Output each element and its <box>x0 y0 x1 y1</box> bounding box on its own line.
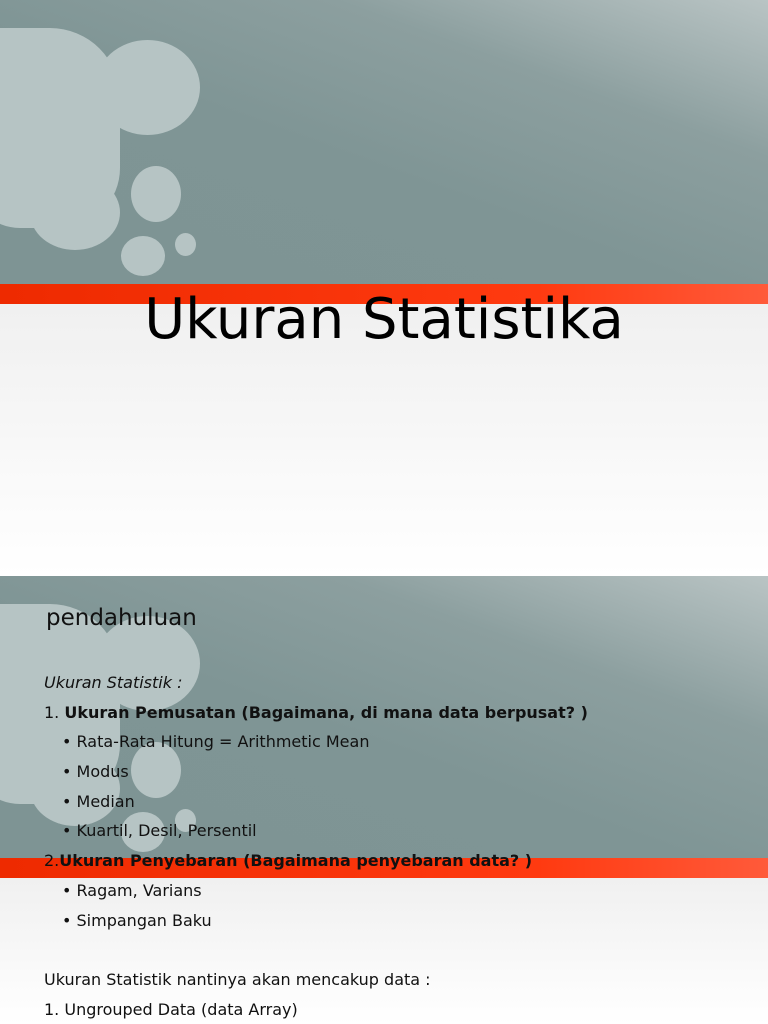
spacer <box>44 935 588 965</box>
section-1-label: Ukuran Pemusatan (Bagaimana, di mana data berpusat? ) <box>64 702 588 722</box>
list-item: • Median <box>62 791 135 811</box>
section-2-number: 2. <box>44 851 60 871</box>
list-item: • Modus <box>62 762 129 782</box>
intro-text: Ukuran Statistik : <box>44 673 183 692</box>
decorative-bubble <box>175 233 196 256</box>
decorative-bubble <box>121 236 165 276</box>
section-2-label: Ukuran Penyebaran (Bagaimana penyebaran data? ) <box>59 851 533 871</box>
section-1-number: 1. <box>44 702 65 722</box>
decorative-bubble <box>131 166 181 222</box>
slide-heading: pendahuluan <box>46 605 197 631</box>
list-item: 1. Ungrouped Data (data Array) <box>44 999 298 1019</box>
list-item: • Rata-Rata Hitung = Arithmetic Mean <box>62 732 370 752</box>
decorative-bubble <box>95 40 200 135</box>
list-item: • Ragam, Varians <box>62 880 202 900</box>
slide-content <box>44 668 588 1024</box>
content-slide <box>0 576 768 1024</box>
section-1-heading <box>44 698 588 728</box>
slide-title: Ukuran Statistika <box>144 287 624 352</box>
data-intro-text: Ukuran Statistik nantinya akan mencakup data : <box>44 969 431 989</box>
section-2-heading <box>44 846 588 876</box>
decorative-bubble <box>30 175 120 250</box>
list-item: • Kuartil, Desil, Persentil <box>62 821 257 841</box>
list-item: • Simpangan Baku <box>62 910 212 930</box>
